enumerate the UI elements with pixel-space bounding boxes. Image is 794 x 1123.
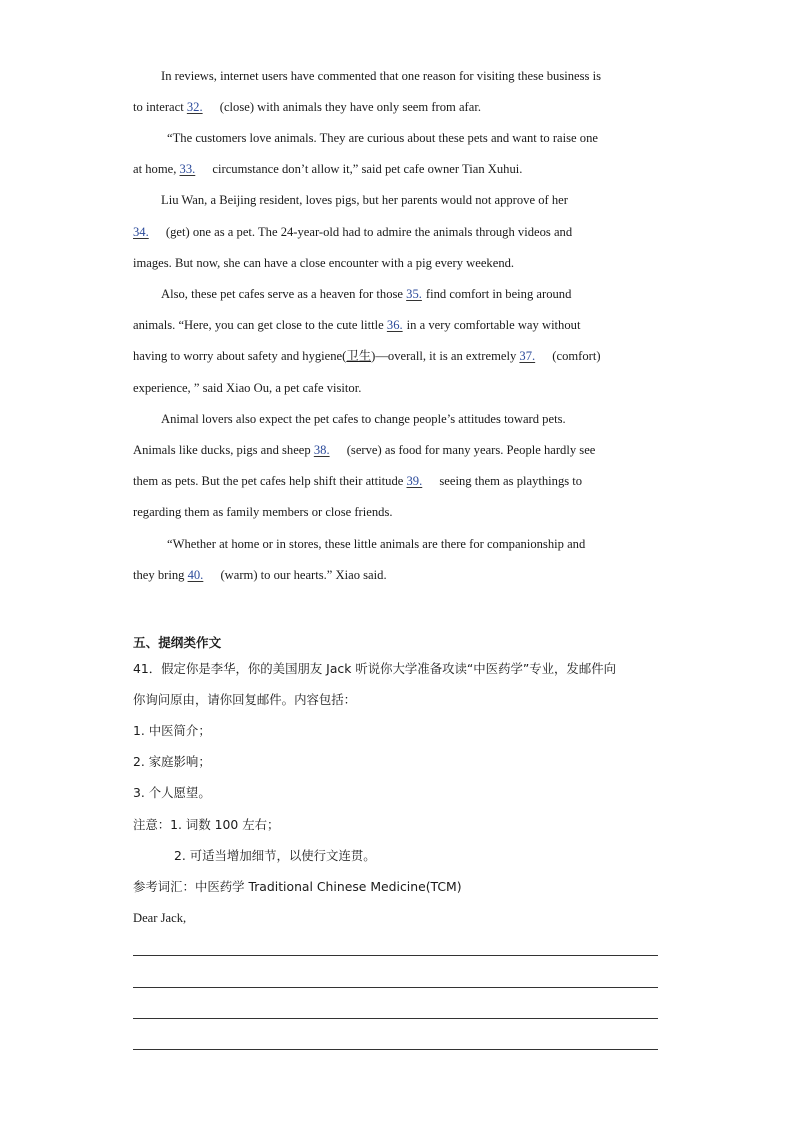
passage-line: “The customers love animals. They are curious about these pets and want to raise one [167, 131, 598, 145]
text-run: at home, [133, 162, 180, 176]
passage-line [133, 222, 663, 242]
writing-line[interactable] [133, 987, 658, 988]
passage-line [133, 565, 663, 585]
passage-line [161, 284, 663, 304]
text-run: them as pets. But the pet cafes help shift their attitude [133, 474, 407, 488]
passage-line: “Whether at home or in stores, these little animals are there for companionship and [167, 537, 586, 551]
note-line-1: 注意：1. 词数 100 左右； [133, 817, 280, 832]
text-run: (warm) to our hearts.” Xiao said. [217, 568, 387, 582]
text-run: having to worry about safety and hygiene( [133, 349, 347, 363]
text-run: (close) with animals they have only seem from afar. [216, 100, 481, 114]
blank-40[interactable]: 40. [187, 568, 204, 582]
blank-37[interactable]: 37. [519, 349, 536, 363]
text-run: circumstance don’t allow it,” said pet cafe owner Tian Xuhui. [209, 162, 523, 176]
text-run: they bring [133, 568, 188, 582]
note-line-2: 2. 可适当增加细节，以使行文连贯。 [174, 848, 376, 863]
content-item-3: 3. 个人愿望。 [133, 785, 211, 800]
text-run: Animals like ducks, pigs and sheep [133, 443, 314, 457]
text-run: seeing them as playthings to [436, 474, 583, 488]
text-run: (get) one as a pet. The 24-year-old had to admire the animals through videos and [162, 225, 573, 239]
question-41-line: 你询问原由，请你回复邮件。内容包括： [133, 692, 357, 707]
text-run: to interact [133, 100, 187, 114]
text-run: )—overall, it is an extremely [371, 349, 520, 363]
question-41-line: 41．假定你是李华，你的美国朋友 Jack 听说你大学准备攻读“中医药学”专业，发邮件向 [133, 661, 616, 676]
passage-line: experience, ” said Xiao Ou, a pet cafe visitor. [133, 381, 362, 395]
text-run: animals. “Here, you can get close to the cute little [133, 318, 387, 332]
blank-34[interactable]: 34. [133, 225, 149, 239]
section-heading: 五、提纲类作文 [133, 635, 222, 650]
blank-35[interactable]: 35. [406, 287, 422, 301]
content-item-2: 2. 家庭影响； [133, 754, 211, 769]
passage-line [133, 440, 663, 460]
passage-line: regarding them as family members or close friends. [133, 505, 393, 519]
passage-line: Liu Wan, a Beijing resident, loves pigs, but her parents would not approve of her [161, 193, 568, 207]
salutation: Dear Jack, [133, 911, 187, 925]
passage-line: images. But now, she can have a close encounter with a pig every weekend. [133, 256, 515, 270]
passage-line: In reviews, internet users have commented that one reason for visiting these business is [161, 69, 601, 83]
blank-32[interactable]: 32. [186, 100, 203, 114]
text-run: find comfort in being around [425, 287, 572, 301]
text-run: in a very comfortable way without [406, 318, 581, 332]
passage-line [133, 315, 663, 335]
writing-line[interactable] [133, 1049, 658, 1050]
passage-line [133, 346, 663, 366]
content-item-1: 1. 中医简介； [133, 723, 211, 738]
writing-line[interactable] [133, 955, 658, 956]
blank-36[interactable]: 36. [386, 318, 403, 332]
passage-line [133, 97, 663, 117]
reference-vocab: 参考词汇：中医药学 Traditional Chinese Medicine(TCM) [133, 879, 462, 894]
text-run: (comfort) [549, 349, 601, 363]
text-run: Also, these pet cafes serve as a heaven for those [161, 287, 407, 301]
passage-line: Animal lovers also expect the pet cafes to change people’s attitudes toward pets. [161, 412, 566, 426]
text-run: (serve) as food for many years. People hardly see [343, 443, 596, 457]
writing-line[interactable] [133, 1018, 658, 1019]
blank-39[interactable]: 39. [406, 474, 423, 488]
blank-33[interactable]: 33. [179, 162, 196, 176]
passage-line [133, 471, 663, 491]
passage-line [133, 159, 663, 179]
chinese-gloss: 卫生 [346, 348, 372, 363]
blank-38[interactable]: 38. [313, 443, 330, 457]
